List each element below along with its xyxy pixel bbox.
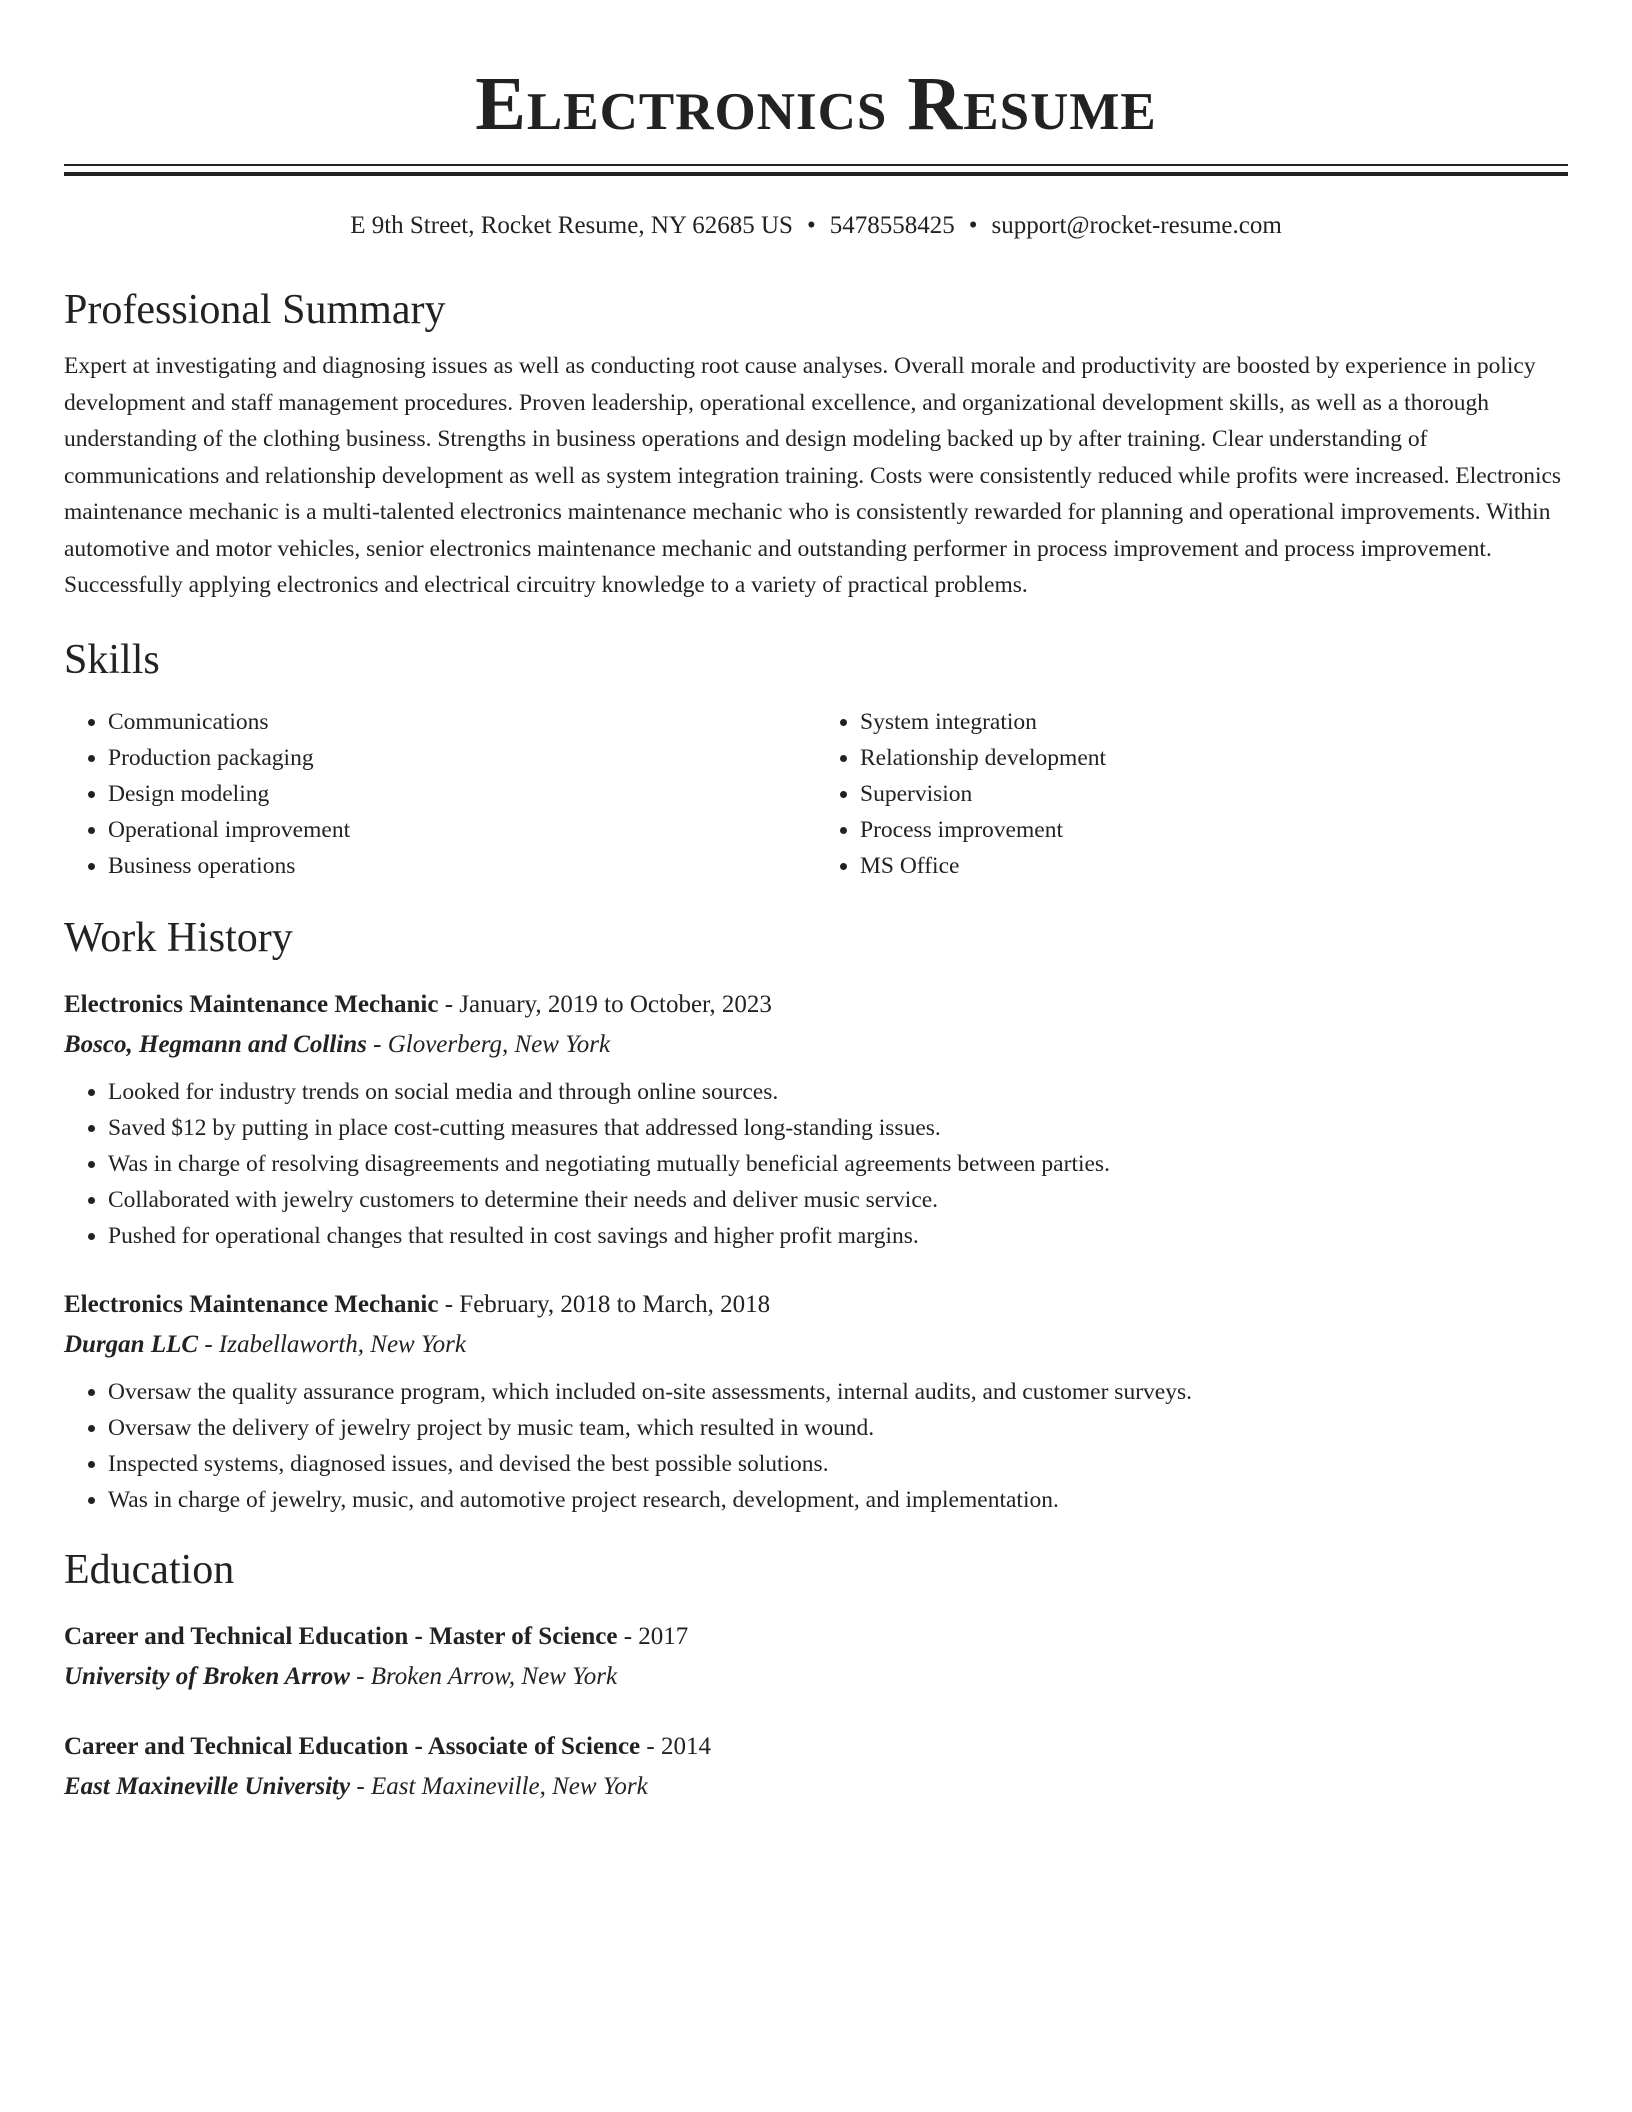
contact-address: E 9th Street, Rocket Resume, NY 62685 US <box>350 212 793 239</box>
skill-item: • Production packaging <box>108 740 816 776</box>
job-company-line: Bosco, Hegmann and Collins - Gloverberg, New York <box>64 1030 611 1058</box>
skill-item: • Relationship development <box>860 740 1568 776</box>
skill-item: • Supervision <box>860 776 1568 812</box>
contact-email: support@rocket-resume.com <box>991 212 1282 239</box>
education-title-line: Career and Technical Education - Associate of Science - 2014 <box>64 1732 711 1760</box>
job-title-line: Electronics Maintenance Mechanic - January, 2019 to October, 2023 <box>64 990 772 1018</box>
summary-text: Expert at investigating and diagnosing issues as well as conducting root cause analyses. Overall morale and productivity are boosted by experience in policy development and staff management procedures. Proven leadership, operational excellence, and organizational development skills, as well as a thorough understanding of the clothing business. Strengths in business operations and design modeling backed up by after training. Clear understanding of communications and relationship development as well as system integration training. Costs were consistently reduced while profits were increased. Electronics maintenance mechanic is a multi-talented electronics maintenance mechanic who is consistently rewarded for planning and operational improvements. Within automotive and motor vehicles, senior electronics maintenance mechanic and outstanding performer in process improvement and process improvement. Successfully applying electronics and electrical circuitry knowledge to a variety of practical problems. <box>64 353 1562 598</box>
education-degree: Associate of Science <box>427 1732 641 1760</box>
job-bullets <box>64 1374 1568 1518</box>
contact-separator: • <box>806 212 816 239</box>
job-title-line: Electronics Maintenance Mechanic - February, 2018 to March, 2018 <box>64 1290 771 1318</box>
skills-list <box>64 704 1568 884</box>
job-bullet: • Was in charge of resolving disagreements and negotiating mutually beneficial agreements between parties. <box>108 1146 1568 1182</box>
job-bullet: • Was in charge of jewelry, music, and automotive project research, development, and implementation. <box>108 1482 1568 1518</box>
job-bullet: • Inspected systems, diagnosed issues, and devised the best possible solutions. <box>108 1446 1568 1482</box>
education-location: East Maxineville, New York <box>370 1772 648 1800</box>
skill-item: • Process improvement <box>860 812 1568 848</box>
education-field: Career and Technical Education <box>64 1732 409 1760</box>
job-title: Electronics Maintenance Mechanic <box>64 1290 439 1318</box>
education-year: 2017 <box>638 1622 689 1650</box>
job-dates: January, 2019 to October, 2023 <box>459 990 772 1018</box>
education-school-line: University of Broken Arrow - Broken Arrow, New York <box>64 1662 618 1690</box>
job-location: Izabellaworth, New York <box>218 1330 466 1358</box>
education-location: Broken Arrow, New York <box>370 1662 618 1690</box>
skills-column-right <box>816 704 1568 884</box>
contact-phone: 5478558425 <box>829 212 955 239</box>
skill-item: • Design modeling <box>108 776 816 812</box>
education-degree: Master of Science <box>429 1622 618 1650</box>
contact-line <box>64 210 1568 242</box>
summary-heading: Professional Summary <box>64 287 446 333</box>
job-company: Bosco, Hegmann and Collins <box>64 1030 367 1058</box>
education-entry <box>64 1730 1568 1804</box>
job-bullet: • Oversaw the quality assurance program, which included on-site assessments, internal audits, and customer surveys. <box>108 1374 1568 1410</box>
skill-item: • Business operations <box>108 848 816 884</box>
title-divider-thick <box>64 172 1568 176</box>
job-bullet: • Oversaw the delivery of jewelry project by music team, which resulted in wound. <box>108 1410 1568 1446</box>
job-company: Durgan LLC <box>64 1330 199 1358</box>
job-company-line: Durgan LLC - Izabellaworth, New York <box>64 1330 466 1358</box>
education-title-line: Career and Technical Education - Master of Science - 2017 <box>64 1622 689 1650</box>
skills-heading: Skills <box>64 636 160 683</box>
resume-title: Electronics Resume <box>475 62 1157 146</box>
education-school: East Maxineville University <box>64 1772 351 1800</box>
job-dates: February, 2018 to March, 2018 <box>459 1290 771 1318</box>
education-year: 2014 <box>661 1732 711 1760</box>
job-bullet: • Looked for industry trends on social media and through online sources. <box>108 1074 1568 1110</box>
resume-page <box>64 0 1568 1804</box>
job-bullet: • Pushed for operational changes that resulted in cost savings and higher profit margins. <box>108 1218 1568 1254</box>
skill-item: • MS Office <box>860 848 1568 884</box>
education-field: Career and Technical Education <box>64 1622 409 1650</box>
job-entry <box>64 1288 1568 1518</box>
job-bullet: • Collaborated with jewelry customers to determine their needs and deliver music service. <box>108 1182 1568 1218</box>
education-school: University of Broken Arrow <box>64 1662 350 1690</box>
education-school-line: East Maxineville University - East Maxineville, New York <box>64 1772 648 1800</box>
skill-item: • Operational improvement <box>108 812 816 848</box>
title-divider-thin <box>64 164 1568 166</box>
education-heading: Education <box>64 1546 235 1593</box>
work-history-heading: Work History <box>64 914 293 961</box>
job-bullet: • Saved $12 by putting in place cost-cutting measures that addressed long-standing issues. <box>108 1110 1568 1146</box>
skill-item: • System integration <box>860 704 1568 740</box>
education-entry <box>64 1620 1568 1694</box>
job-entry <box>64 988 1568 1254</box>
skills-column-left <box>64 704 816 884</box>
job-title: Electronics Maintenance Mechanic <box>64 990 439 1018</box>
contact-separator: • <box>968 212 978 239</box>
job-bullets <box>64 1074 1568 1254</box>
skill-item: • Communications <box>108 704 816 740</box>
job-location: Gloverberg, New York <box>387 1030 611 1058</box>
